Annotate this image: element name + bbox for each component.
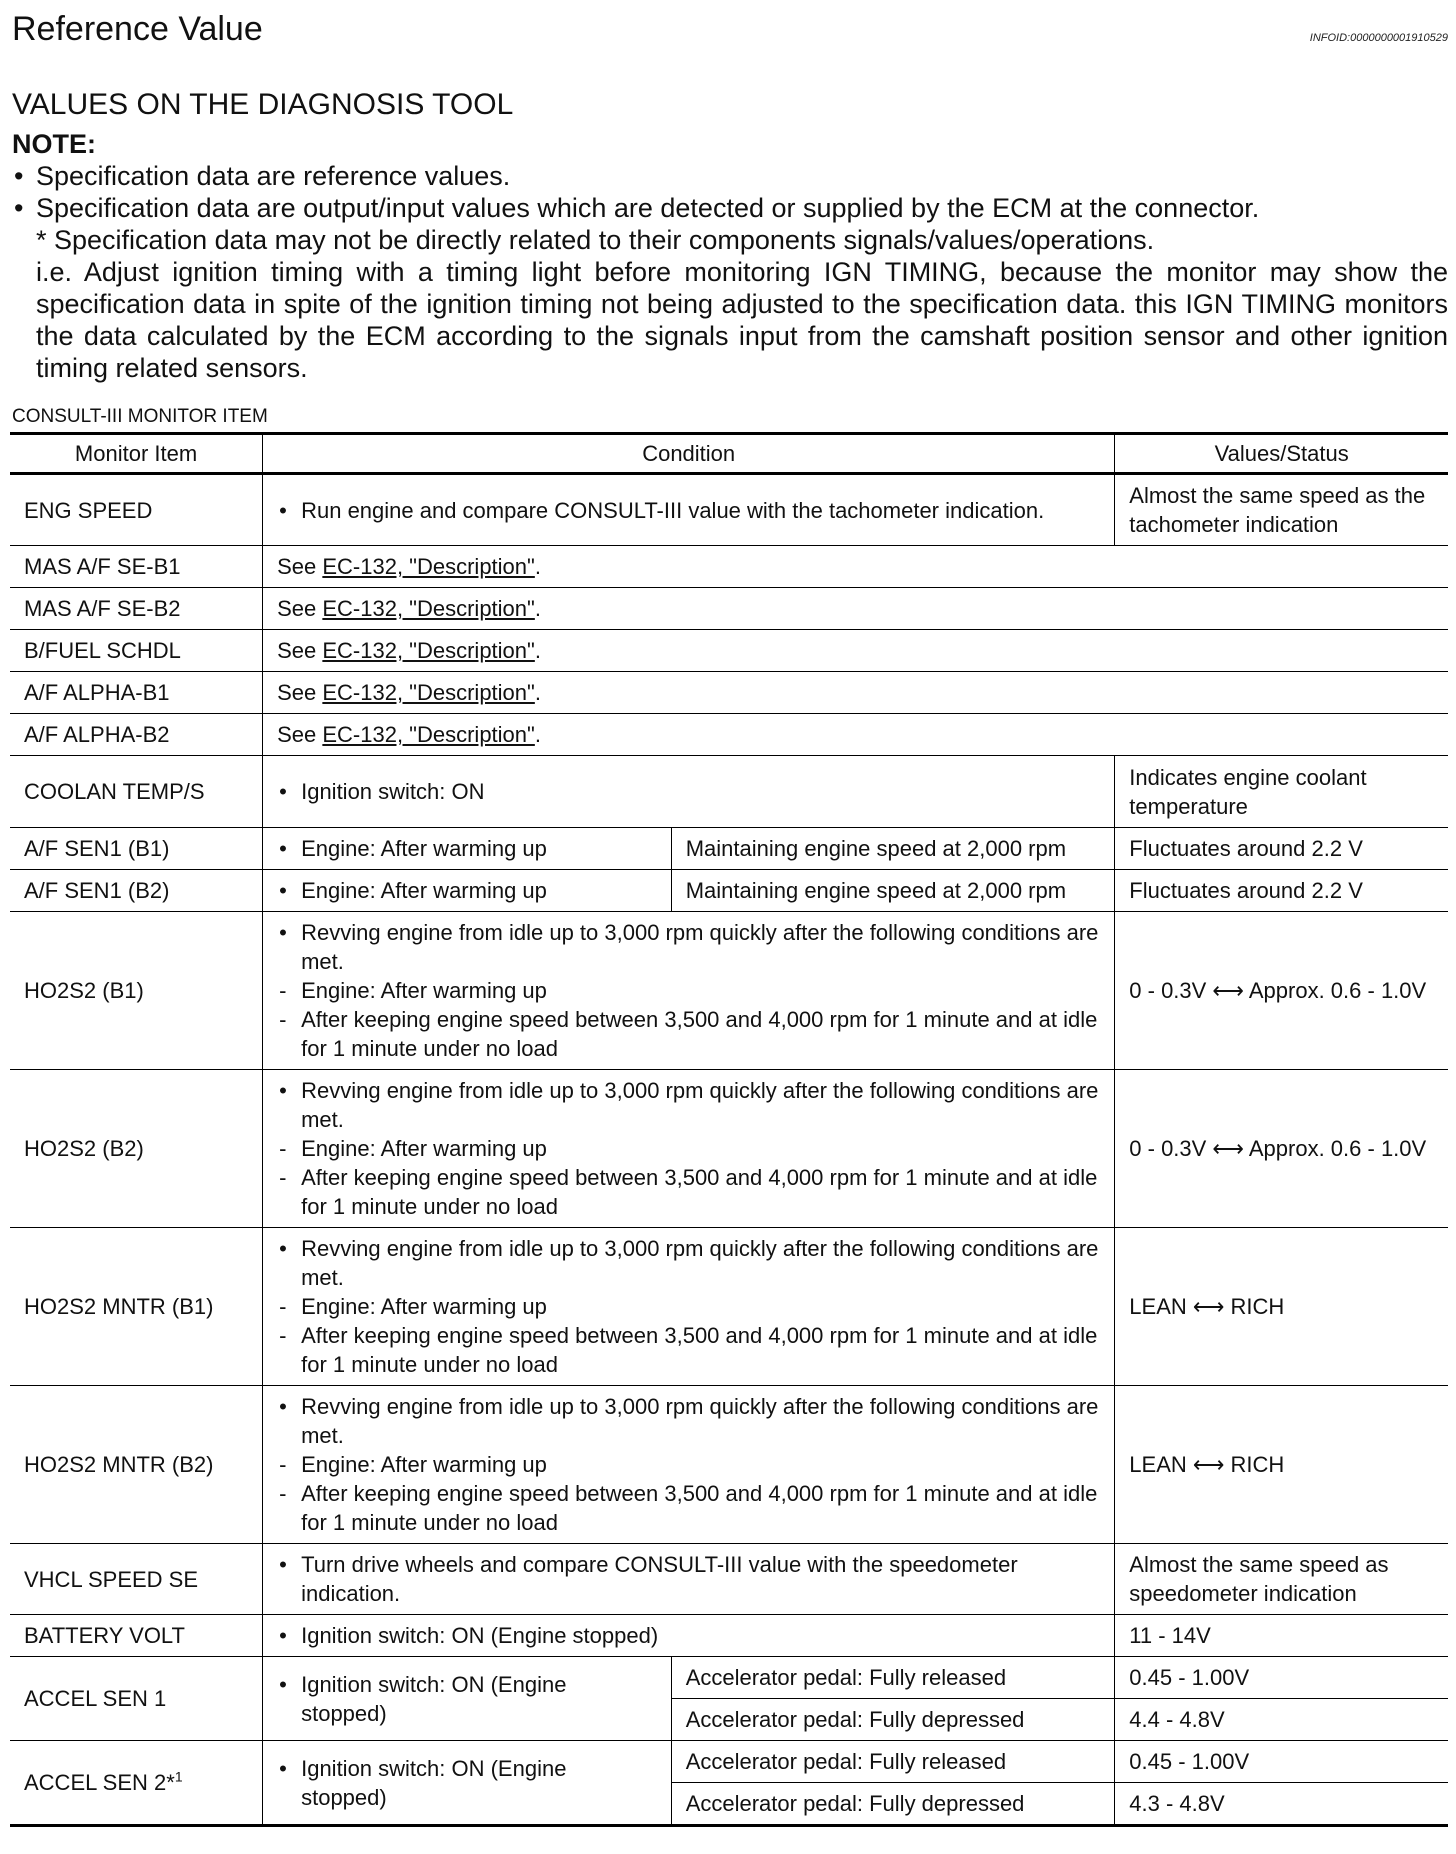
condition-text: Engine: After warming up <box>301 1452 547 1477</box>
dash-mark: - <box>279 1481 287 1506</box>
table-row <box>10 1741 1448 1783</box>
table-row <box>10 1615 1448 1657</box>
note-asterisk-line: * Specification data may not be directly related to their components signals/values/operations. <box>36 225 1155 255</box>
monitor-item: COOLAN TEMP/S <box>10 756 263 828</box>
bullet-mark: • <box>279 497 287 523</box>
condition-cell <box>263 1070 1115 1228</box>
value-cell: 0.45 - 1.00V <box>1115 1741 1448 1783</box>
monitor-item <box>10 1741 263 1826</box>
monitor-item: BATTERY VOLT <box>10 1615 263 1657</box>
note-bullet-2 <box>12 192 1448 224</box>
table-row <box>10 630 1448 672</box>
value-cell: 0.45 - 1.00V <box>1115 1657 1448 1699</box>
monitor-item: HO2S2 MNTR (B1) <box>10 1228 263 1386</box>
condition-text: Revving engine from idle up to 3,000 rpm quickly after the following conditions are met. <box>301 1078 1099 1132</box>
value-cell: Almost the same speed as speedometer indication <box>1115 1544 1448 1615</box>
see-suffix: . <box>534 638 541 663</box>
see-prefix: See <box>277 638 323 663</box>
bullet-mark: • <box>279 1078 287 1103</box>
condition-cell <box>263 1657 672 1741</box>
condition-dash <box>277 1163 1100 1221</box>
condition-text: Engine: After warming up <box>301 836 547 861</box>
monitor-item: ENG SPEED <box>10 474 263 546</box>
monitor-item: A/F SEN1 (B2) <box>10 870 263 912</box>
value-cell: LEAN ⟷ RICH <box>1115 1386 1448 1544</box>
see-prefix: See <box>277 596 323 621</box>
monitor-item: A/F ALPHA-B1 <box>10 672 263 714</box>
monitor-item: MAS A/F SE-B2 <box>10 588 263 630</box>
note-heading: NOTE: <box>12 129 96 159</box>
condition-text: After keeping engine speed between 3,500 and 4,000 rpm for 1 minute and at idle for 1 minute under no load <box>301 1323 1098 1377</box>
bullet-mark: • <box>279 878 287 903</box>
sub-condition-cell: Accelerator pedal: Fully released <box>671 1657 1115 1699</box>
condition-cell <box>263 714 1448 756</box>
condition-cell <box>263 1741 672 1826</box>
condition-dash <box>277 1321 1100 1379</box>
see-suffix: . <box>534 680 541 705</box>
table-row <box>10 1657 1448 1699</box>
condition-text: Engine: After warming up <box>301 878 547 903</box>
condition-cell <box>263 1386 1115 1544</box>
condition-cell <box>263 474 1115 546</box>
condition-text: After keeping engine speed between 3,500 and 4,000 rpm for 1 minute and at idle for 1 minute under no load <box>301 1007 1098 1061</box>
condition-cell <box>263 588 1448 630</box>
dash-mark: - <box>279 1294 287 1319</box>
table-row <box>10 828 1448 870</box>
condition-bullet <box>277 777 1100 806</box>
table-row <box>10 1070 1448 1228</box>
note-bullet-1 <box>12 160 1448 192</box>
table-row <box>10 1228 1448 1386</box>
value-cell: 4.4 - 4.8V <box>1115 1699 1448 1741</box>
bullet-mark: • <box>279 1552 287 1577</box>
reference-link[interactable]: EC-132, "Description" <box>322 722 535 747</box>
sub-condition-cell: Maintaining engine speed at 2,000 rpm <box>671 828 1115 870</box>
monitor-item: B/FUEL SCHDL <box>10 630 263 672</box>
bullet-mark: • <box>14 161 24 191</box>
header-monitor-item: Monitor Item <box>10 434 263 474</box>
table-row <box>10 1386 1448 1544</box>
see-suffix: . <box>534 722 541 747</box>
dash-mark: - <box>279 1136 287 1161</box>
monitor-item: HO2S2 MNTR (B2) <box>10 1386 263 1544</box>
condition-cell <box>263 912 1115 1070</box>
value-cell: Fluctuates around 2.2 V <box>1115 828 1448 870</box>
sub-condition-cell: Accelerator pedal: Fully depressed <box>671 1699 1115 1741</box>
condition-cell <box>263 1544 1115 1615</box>
monitor-item-text: ACCEL SEN 2* <box>24 1770 175 1795</box>
condition-bullet <box>277 1754 657 1812</box>
condition-cell <box>263 1615 1115 1657</box>
condition-dash <box>277 1450 1100 1479</box>
dash-mark: - <box>279 1007 287 1032</box>
condition-text: Revving engine from idle up to 3,000 rpm quickly after the following conditions are met. <box>301 1394 1099 1448</box>
table-row <box>10 714 1448 756</box>
condition-dash <box>277 1292 1100 1321</box>
note-ie-paragraph: i.e. Adjust ignition timing with a timing light before monitoring IGN TIMING, because the monitor may show the specification data in spite of the ignition timing not being adjusted to the specification data. this IGN TIMING monitors the data calculated by the ECM according to the signals input from the camshaft position sensor and other ignition timing related sensors. <box>36 257 1448 383</box>
bullet-mark: • <box>279 836 287 861</box>
condition-cell <box>263 630 1448 672</box>
value-cell: 0 - 0.3V ⟷ Approx. 0.6 - 1.0V <box>1115 912 1448 1070</box>
condition-text: Ignition switch: ON (Engine stopped) <box>301 1623 659 1648</box>
value-cell: Almost the same speed as the tachometer indication <box>1115 474 1448 546</box>
table-row <box>10 1544 1448 1615</box>
dash-mark: - <box>279 1323 287 1348</box>
table-row <box>10 912 1448 1070</box>
bullet-mark: • <box>14 193 24 223</box>
condition-dash <box>277 1479 1100 1537</box>
condition-bullet <box>277 1234 1100 1292</box>
dash-mark: - <box>279 1452 287 1477</box>
info-id: INFOID:0000000001910529 <box>1309 32 1448 44</box>
table-row <box>10 474 1448 546</box>
bullet-mark: • <box>279 1671 287 1697</box>
condition-text: Turn drive wheels and compare CONSULT-III value with the speedometer indication. <box>301 1552 1018 1606</box>
condition-text: Engine: After warming up <box>301 978 547 1003</box>
condition-dash <box>277 976 1100 1005</box>
section-title: VALUES ON THE DIAGNOSIS TOOL <box>12 88 514 121</box>
see-prefix: See <box>277 680 323 705</box>
value-cell: LEAN ⟷ RICH <box>1115 1228 1448 1386</box>
condition-bullet <box>277 834 657 863</box>
monitor-item: MAS A/F SE-B1 <box>10 546 263 588</box>
condition-bullet <box>277 918 1100 976</box>
monitor-item: A/F ALPHA-B2 <box>10 714 263 756</box>
sub-condition-cell: Maintaining engine speed at 2,000 rpm <box>671 870 1115 912</box>
condition-bullet <box>277 1621 1100 1650</box>
bullet-mark: • <box>279 920 287 945</box>
table-row <box>10 588 1448 630</box>
value-cell: Indicates engine coolant temperature <box>1115 756 1448 828</box>
condition-text: Revving engine from idle up to 3,000 rpm quickly after the following conditions are met. <box>301 1236 1099 1290</box>
condition-cell <box>263 756 1115 828</box>
bullet-mark: • <box>279 779 287 804</box>
value-cell: Fluctuates around 2.2 V <box>1115 870 1448 912</box>
condition-text: Engine: After warming up <box>301 1136 547 1161</box>
condition-cell <box>263 828 672 870</box>
condition-cell <box>263 870 672 912</box>
condition-dash <box>277 1005 1100 1063</box>
monitor-item: VHCL SPEED SE <box>10 1544 263 1615</box>
dash-mark: - <box>279 1165 287 1190</box>
monitor-item: HO2S2 (B2) <box>10 1070 263 1228</box>
condition-cell <box>263 1228 1115 1386</box>
page-title: Reference Value <box>12 10 263 48</box>
note-bullet-2-text: Specification data are output/input values which are detected or supplied by the ECM at the connector. <box>36 193 1260 223</box>
header-values-status: Values/Status <box>1115 434 1448 474</box>
note-bullet-1-text: Specification data are reference values. <box>36 161 511 191</box>
condition-bullet <box>277 876 657 905</box>
table-row <box>10 756 1448 828</box>
bullet-mark: • <box>279 1236 287 1261</box>
table-row <box>10 870 1448 912</box>
sub-condition-cell: Accelerator pedal: Fully released <box>671 1741 1115 1783</box>
condition-bullet <box>277 496 1100 525</box>
see-suffix: . <box>534 554 541 579</box>
bullet-mark: • <box>279 1755 287 1781</box>
condition-bullet <box>277 1670 657 1728</box>
dash-mark: - <box>279 978 287 1003</box>
condition-text: Engine: After warming up <box>301 1294 547 1319</box>
condition-text: Run engine and compare CONSULT-III value with the tachometer indication. <box>301 497 1045 523</box>
see-prefix: See <box>277 554 323 579</box>
monitor-item: A/F SEN1 (B1) <box>10 828 263 870</box>
see-suffix: . <box>534 596 541 621</box>
reference-link[interactable]: EC-132, "Description" <box>322 596 535 621</box>
monitor-item: HO2S2 (B1) <box>10 912 263 1070</box>
reference-link[interactable]: EC-132, "Description" <box>322 680 535 705</box>
monitor-item: ACCEL SEN 1 <box>10 1657 263 1741</box>
condition-text: Ignition switch: ON (Engine stopped) <box>301 1671 567 1726</box>
condition-bullet <box>277 1076 1100 1134</box>
condition-text: Ignition switch: ON (Engine stopped) <box>301 1755 567 1810</box>
header-condition: Condition <box>263 434 1115 474</box>
condition-bullet <box>277 1392 1100 1450</box>
value-cell: 0 - 0.3V ⟷ Approx. 0.6 - 1.0V <box>1115 1070 1448 1228</box>
table-row <box>10 546 1448 588</box>
condition-text: Ignition switch: ON <box>301 779 485 804</box>
condition-cell <box>263 672 1448 714</box>
table-header-row <box>10 434 1448 474</box>
bullet-mark: • <box>279 1623 287 1648</box>
table-caption: CONSULT-III MONITOR ITEM <box>12 406 268 427</box>
sub-condition-cell: Accelerator pedal: Fully depressed <box>671 1783 1115 1826</box>
condition-bullet <box>277 1550 1100 1608</box>
see-prefix: See <box>277 722 323 747</box>
value-cell: 4.3 - 4.8V <box>1115 1783 1448 1826</box>
condition-text: After keeping engine speed between 3,500 and 4,000 rpm for 1 minute and at idle for 1 minute under no load <box>301 1481 1098 1535</box>
reference-link[interactable]: EC-132, "Description" <box>322 554 535 579</box>
reference-link[interactable]: EC-132, "Description" <box>322 638 535 663</box>
bullet-mark: • <box>279 1394 287 1419</box>
note-block <box>12 128 1448 384</box>
condition-dash <box>277 1134 1100 1163</box>
condition-cell <box>263 546 1448 588</box>
monitor-item-table <box>10 432 1448 1827</box>
condition-text: Revving engine from idle up to 3,000 rpm quickly after the following conditions are met. <box>301 920 1099 974</box>
value-cell: 11 - 14V <box>1115 1615 1448 1657</box>
condition-text: After keeping engine speed between 3,500 and 4,000 rpm for 1 minute and at idle for 1 minute under no load <box>301 1165 1098 1219</box>
footnote-mark: 1 <box>174 1768 183 1785</box>
table-row <box>10 672 1448 714</box>
